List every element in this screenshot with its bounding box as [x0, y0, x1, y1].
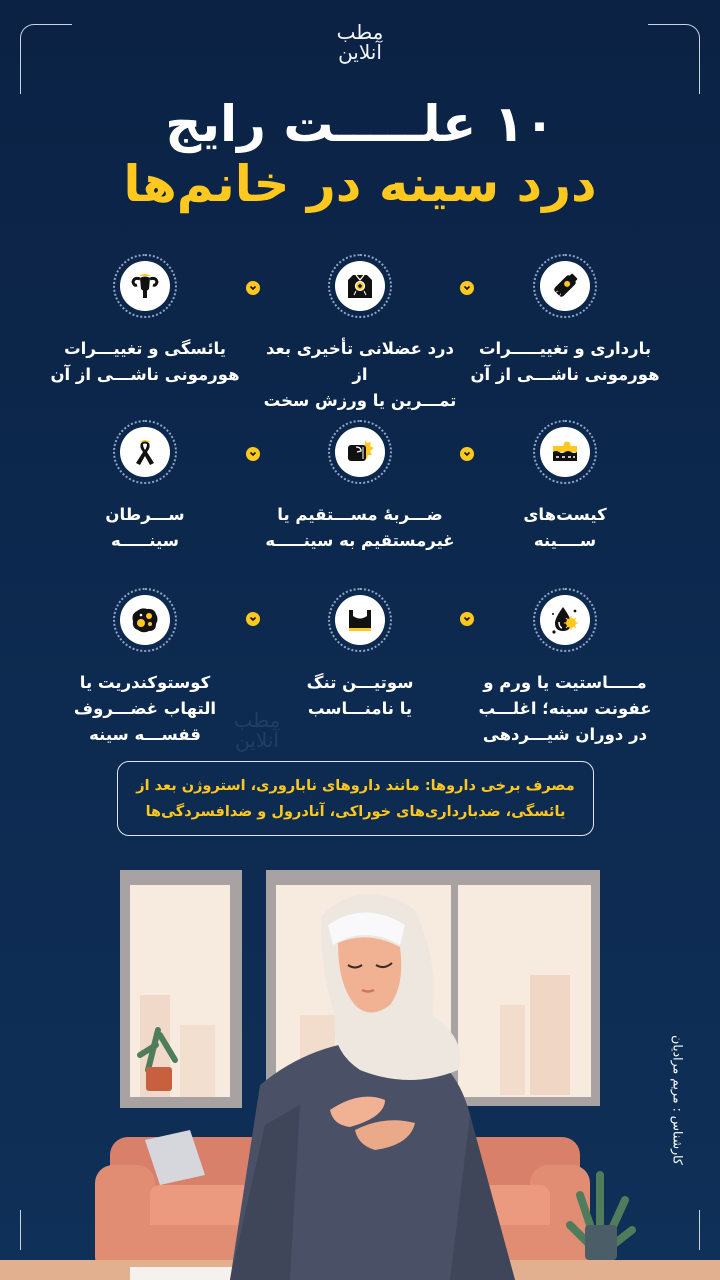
- breast-cyst-tissue-icon: [548, 435, 582, 469]
- woman-chest-pain-illustration: [0, 855, 720, 1280]
- icon-ring: [328, 588, 392, 652]
- logo-line-2: آنلاین: [338, 40, 382, 64]
- cause-label: کوستوکندریت یا التهاب غضـــروف قفســـه سینه: [73, 673, 217, 744]
- cause-label: سوتیـــن تنگ یا نامنـــاسب: [306, 673, 414, 718]
- svg-text:BC: BC: [550, 289, 563, 302]
- icon-ring: [328, 254, 392, 318]
- cause-item-menopause: [45, 254, 245, 388]
- cause-label: ضـــربهٔ مســـتقیم یا غیرمستقیم به سینـــــه: [265, 505, 455, 550]
- chevron-down-icon: [246, 612, 260, 626]
- cause-item-tight-bra: [260, 588, 460, 722]
- medication-note-text: مصرف برخی داروها: مانند داروهای ناباروری، استروژن بعد از یائسگی، ضدبارداری‌های خوراکی، آنادرول و ضدافسردگی‌ها: [136, 777, 575, 820]
- chevron-down-icon: [460, 447, 474, 461]
- uterus-menopause-icon: [128, 269, 162, 303]
- cartilage-inflammation-icon: [128, 603, 162, 637]
- pregnancy-test-icon: [548, 269, 582, 303]
- cancer-ribbon-icon: [128, 435, 162, 469]
- title-line-2: درد سینه در خانم‌ها: [123, 155, 597, 213]
- icon-ring: [533, 588, 597, 652]
- icon-ring: [113, 254, 177, 318]
- icon-ring: [533, 420, 597, 484]
- author-credit: کارشناس : مریم مرادیان: [670, 1035, 686, 1165]
- cause-label: کیست‌های ســــینه: [523, 505, 607, 550]
- cause-item-muscle-pain: [260, 254, 460, 414]
- cause-item-cysts: [465, 420, 665, 554]
- bra-icon: [343, 603, 377, 637]
- icon-ring: [113, 420, 177, 484]
- cause-item-mastitis: [465, 588, 665, 748]
- cause-item-costochondritis: [45, 588, 245, 748]
- chevron-down-icon: [460, 612, 474, 626]
- cause-label: یائسگی و تغییـــرات هورمونی ناشـــی از آن: [50, 339, 240, 384]
- icon-ring: [533, 254, 597, 318]
- cause-label: درد عضلانی تأخیری بعد از تمـــرین یا ورزش سخت: [263, 339, 457, 410]
- title-line-1: ۱۰ علـــــت رایج: [165, 95, 555, 153]
- chevron-down-icon: [246, 281, 260, 295]
- logo-watermark: مطب آنلاین: [233, 708, 281, 752]
- chevron-down-icon: [460, 281, 474, 295]
- cause-item-breast-cancer: [45, 420, 245, 554]
- medication-note-box: [117, 761, 594, 836]
- infection-drop-icon: [548, 603, 582, 637]
- cause-label: مـــــاستیت یا ورم و عفونت سینه؛ اغلـــب در دوران شیـــردهی: [478, 673, 652, 744]
- icon-ring: [328, 420, 392, 484]
- icon-ring: [113, 588, 177, 652]
- cause-item-pregnancy: [465, 254, 665, 388]
- window-left: [120, 870, 242, 1108]
- logo-line-1: مطب: [336, 20, 384, 44]
- cause-label: بارداری و تغییـــــرات هورمونی ناشـــی از آن: [470, 339, 660, 384]
- cause-item-trauma: [260, 420, 460, 554]
- fist-impact-icon: [343, 435, 377, 469]
- cause-label: ســـرطان سینـــــه: [105, 505, 185, 550]
- back-muscle-pain-icon: [343, 269, 377, 303]
- chevron-down-icon: [246, 447, 260, 461]
